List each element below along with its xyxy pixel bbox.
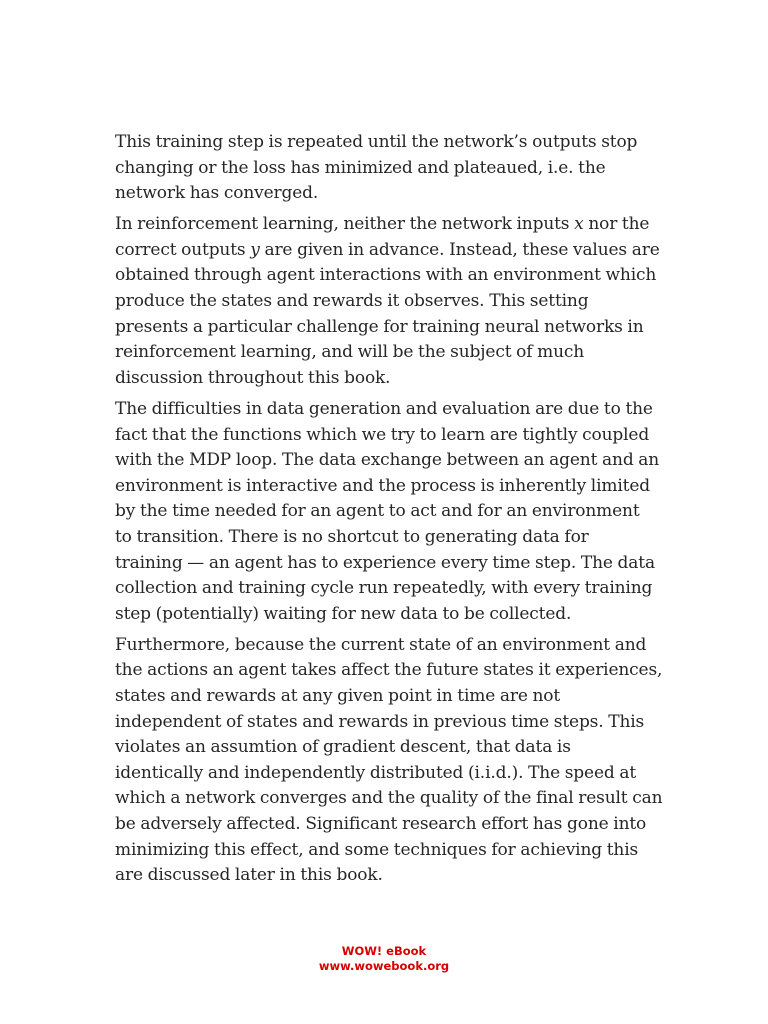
variable-x: x — [574, 214, 584, 235]
text-line: collection and training cycle run repeatedly, with every training — [115, 578, 653, 599]
body-text — [115, 130, 663, 894]
text-fragment: In reinforcement learning, neither the network inputs — [115, 214, 575, 235]
text-line: The difficulties in data generation and evaluation are due to the — [115, 398, 653, 419]
watermark-url: www.wowebook.org — [318, 958, 450, 973]
variable-y: y — [250, 239, 260, 260]
text-line: minimizing this effect, and some techniques for achieving this — [115, 839, 639, 860]
text-line: independent of states and rewards in previous time steps. This — [115, 711, 645, 732]
text-line: Furthermore, because the current state of an environment and — [115, 634, 647, 655]
text-line: which a network converges and the quality of the final result can — [115, 788, 663, 809]
text-line: step (potentially) waiting for new data to be collected. — [115, 603, 572, 624]
text-line: the actions an agent takes affect the future states it experiences, — [115, 660, 663, 681]
watermark-footer — [0, 944, 768, 973]
text-line: identically and independently distributed (i.i.d.). The speed at — [115, 762, 637, 783]
text-line: violates an assumtion of gradient descent, that data is — [115, 737, 571, 758]
text-fragment: correct outputs — [115, 239, 251, 260]
paragraph-3 — [115, 397, 660, 627]
text-line: obtained through agent interactions with an environment which — [115, 265, 657, 286]
text-fragment: nor the — [583, 214, 650, 235]
text-line — [115, 212, 655, 238]
text-line: fact that the functions which we try to learn are tightly coupled — [115, 424, 650, 445]
text-line: presents a particular challenge for training neural networks in — [115, 316, 644, 337]
text-fragment: are given in advance. Instead, these values are — [259, 239, 660, 260]
text-line: environment is interactive and the process is inherently limited — [115, 475, 650, 496]
text-line: with the MDP loop. The data exchange between an agent and an — [115, 450, 660, 471]
text-line: reinforcement learning, and will be the subject of much — [115, 342, 585, 363]
watermark-title: WOW! eBook — [341, 944, 427, 958]
text-line: are discussed later in this book. — [115, 865, 383, 886]
text-line: discussion throughout this book. — [115, 367, 391, 388]
text-line — [115, 238, 660, 264]
text-line: training — an agent has to experience every time step. The data — [115, 552, 655, 573]
text-line: states and rewards at any given point in time are not — [115, 685, 561, 706]
text-line: to transition. There is no shortcut to generating data for — [115, 526, 589, 547]
text-line: by the time needed for an agent to act and for an environment — [115, 501, 640, 522]
paragraph-2 — [115, 212, 660, 391]
paragraph-4 — [115, 633, 663, 889]
text-line: network has converged. — [115, 183, 319, 204]
text-line: produce the states and rewards it observes. This setting — [115, 291, 589, 312]
text-line: changing or the loss has minimized and plateaued, i.e. the — [115, 157, 606, 178]
paragraph-1 — [115, 130, 655, 207]
text-line: be adversely affected. Significant research effort has gone into — [115, 813, 647, 834]
text-line: This training step is repeated until the network’s outputs stop — [115, 132, 638, 152]
